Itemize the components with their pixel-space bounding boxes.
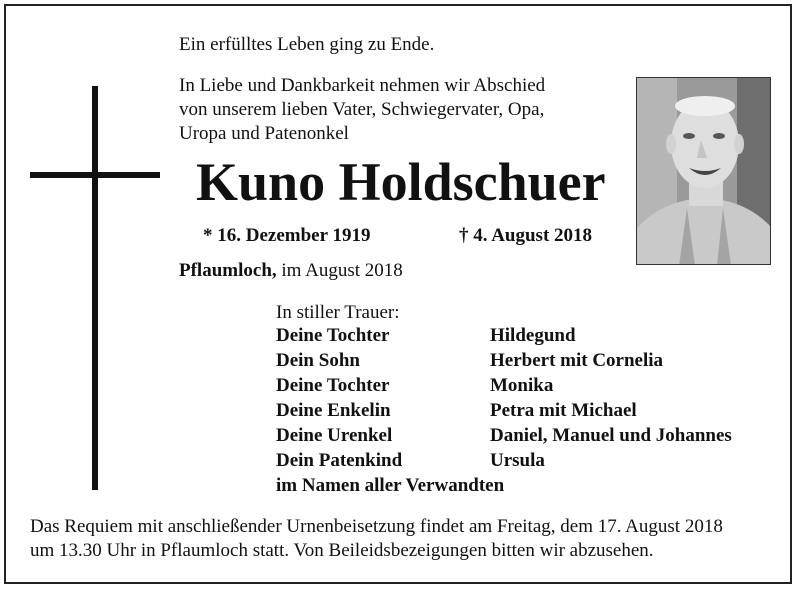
- intro-line-4: Uropa und Patenonkel: [179, 123, 349, 144]
- mourner-relation: Deine Urenkel: [276, 425, 393, 446]
- birth-date: * 16. Dezember 1919: [203, 225, 371, 246]
- place-date: im August 2018: [276, 260, 403, 281]
- cross-vertical-bar: [92, 86, 98, 490]
- footer-line-2: um 13.30 Uhr in Pflaumloch statt. Von Beileidsbezeigungen bitten wir abzusehen.: [30, 540, 654, 561]
- death-date: † 4. August 2018: [459, 225, 593, 246]
- place-date-line: [179, 259, 403, 283]
- mourner-names: Monika: [490, 375, 554, 396]
- deceased-name: Kuno Holdschuer: [196, 152, 606, 212]
- intro-line-2: In Liebe und Dankbarkeit nehmen wir Abschied: [179, 75, 546, 96]
- mourner-relation: Deine Tochter: [276, 375, 390, 396]
- mourner-relation: Dein Patenkind: [276, 450, 403, 471]
- mourner-names: Ursula: [490, 450, 545, 471]
- portrait-photo: [636, 77, 771, 265]
- footer-line-1: Das Requiem mit anschließender Urnenbeisetzung findet am Freitag, dem 17. August 2018: [30, 516, 723, 537]
- mourner-names: Hildegund: [490, 325, 576, 346]
- place-town: Pflaumloch,: [179, 260, 277, 281]
- cross-horizontal-bar: [30, 172, 160, 178]
- mourners-closing: im Namen aller Verwandten: [276, 475, 505, 496]
- mourner-names: Herbert mit Cornelia: [490, 350, 664, 371]
- intro-line-3: von unserem lieben Vater, Schwiegervater, Opa,: [179, 99, 545, 120]
- mourners-heading: In stiller Trauer:: [276, 302, 400, 323]
- mourner-relation: Deine Enkelin: [276, 400, 391, 421]
- mourner-relation: Dein Sohn: [276, 350, 360, 371]
- mourner-names: Daniel, Manuel und Johannes: [490, 425, 732, 446]
- mourner-names: Petra mit Michael: [490, 400, 637, 421]
- intro-line-1: Ein erfülltes Leben ging zu Ende.: [179, 34, 435, 55]
- mourner-relation: Deine Tochter: [276, 325, 390, 346]
